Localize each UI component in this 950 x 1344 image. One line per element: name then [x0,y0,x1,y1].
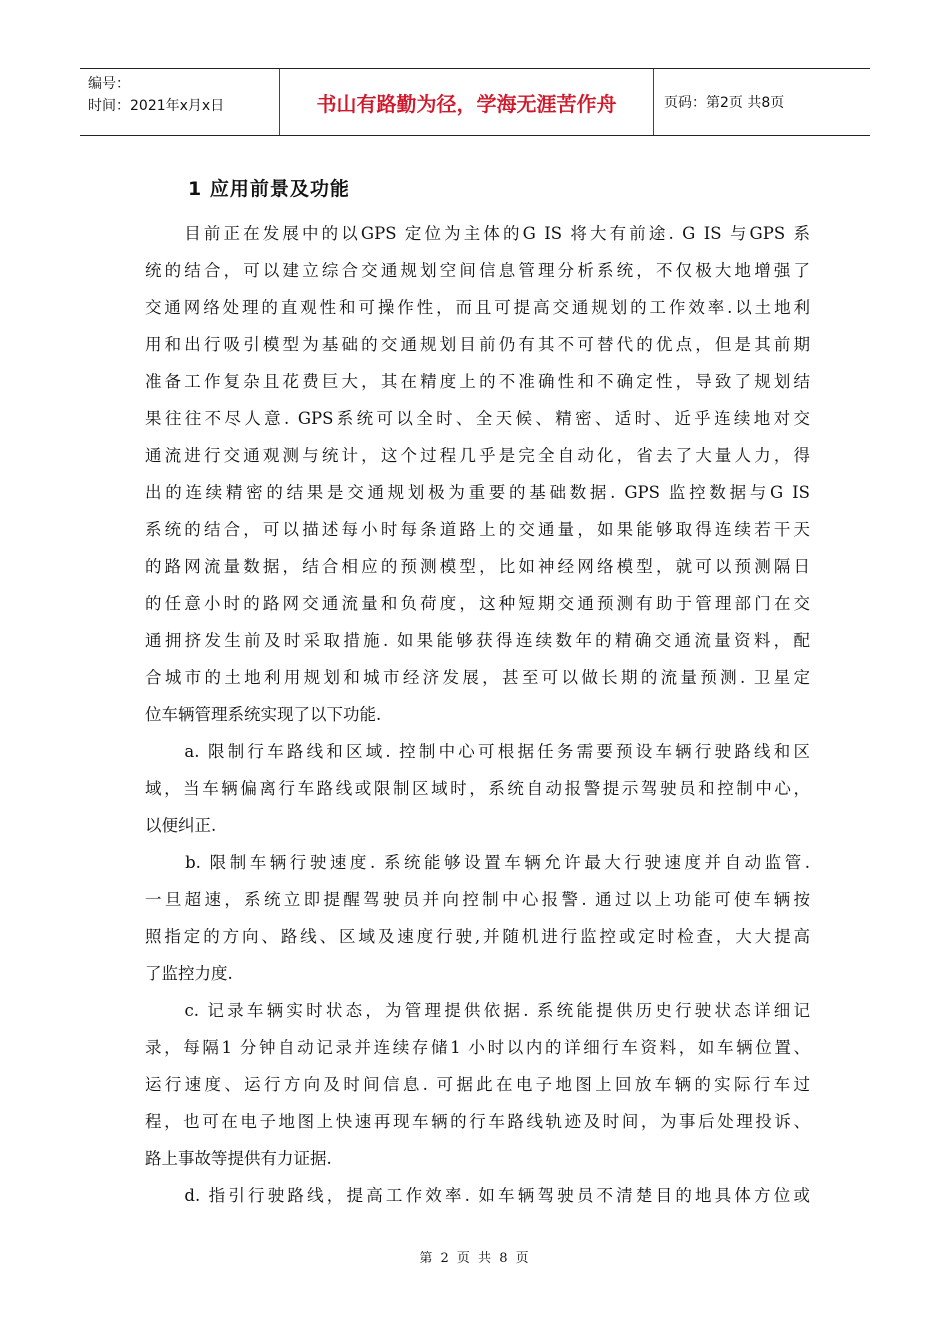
body-line: 准备工作复杂且花费巨大，其在精度上的不准确性和不确定性，导致了规划结 [145,372,810,391]
header-time: 时间：2021年x月x日 [88,98,225,114]
body-line: 交通网络处理的直观性和可操作性，而且可提高交通规划的工作效率.以土地利 [145,298,810,317]
body-line: 出的连续精密的结果是交通规划极为重要的基础数据. GPS 监控数据与G IS [145,483,810,502]
body-line: 的路网流量数据，结合相应的预测模型，比如神经网络模型，就可以预测隔日 [145,557,810,576]
header-page-number: 页码：第2页 共8页 [664,95,785,111]
body-line: 用和出行吸引模型为基础的交通规划目前仍有其不可替代的优点，但是其前期 [145,335,810,354]
body-line: 目前正在发展中的以GPS 定位为主体的G IS 将大有前途. G IS 与GPS 系 [145,224,810,243]
body-line: d. 指引行驶路线，提高工作效率. 如车辆驾驶员不清楚目的地具体方位或 [145,1186,810,1205]
body-line: 统的结合，可以建立综合交通规划空间信息管理分析系统，不仅极大地增强了 [145,261,810,280]
body-line: 域，当车辆偏离行车路线或限制区域时，系统自动报警提示驾驶员和控制中心， [145,779,810,798]
body-line: 运行速度、运行方向及时间信息. 可据此在电子地图上回放车辆的实际行车过 [145,1075,810,1094]
header-meta [80,69,280,135]
body-line: 录，每隔1 分钟自动记录并连续存储1 小时以内的详细行车资料，如车辆位置、 [145,1038,810,1057]
header-motto: 书山有路勤为径，学海无涯苦作舟 [280,69,654,135]
body-line: c. 记录车辆实时状态，为管理提供依据. 系统能提供历史行驶状态详细记 [145,1001,810,1020]
body-line: b. 限制车辆行驶速度. 系统能够设置车辆允许最大行驶速度并自动监管. [145,853,810,872]
body-line: a. 限制行车路线和区域. 控制中心可根据任务需要预设车辆行驶路线和区 [145,742,810,761]
page-footer: 第 2 页 共 8 页 [419,1251,531,1266]
body-line: 位车辆管理系统实现了以下功能. [145,705,382,724]
body-line: 的任意小时的路网交通流量和负荷度，这种短期交通预测有助于管理部门在交 [145,594,810,613]
body-line: 程，也可在电子地图上快速再现车辆的行车路线轨迹及时间，为事后处理投诉、 [145,1112,810,1131]
body-line: 通流进行交通观测与统计，这个过程几乎是完全自动化，省去了大量人力，得 [145,446,810,465]
body-line: 一旦超速，系统立即提醒驾驶员并向控制中心报警. 通过以上功能可使车辆按 [145,890,810,909]
body-line: 路上事故等提供有力证据. [145,1149,332,1168]
page-header [80,68,870,136]
body-line: 果往往不尽人意. GPS系统可以全时、全天候、精密、适时、近乎连续地对交 [145,409,810,428]
body-line: 以便纠正. [145,816,217,835]
body-line: 合城市的土地利用规划和城市经济发展，甚至可以做长期的流量预测. 卫星定 [145,668,810,687]
body-line: 系统的结合，可以描述每小时每条道路上的交通量，如果能够取得连续若干天 [145,520,810,539]
body-line: 通拥挤发生前及时采取措施. 如果能够获得连续数年的精确交通流量资料，配 [145,631,810,650]
body-line: 了监控力度. [145,964,233,983]
header-number: 编号： [88,76,130,92]
section-title: 1 应用前景及功能 [188,178,350,200]
body-line: 照指定的方向、路线、区域及速度行驶,并随机进行监控或定时检查，大大提高 [145,927,810,946]
